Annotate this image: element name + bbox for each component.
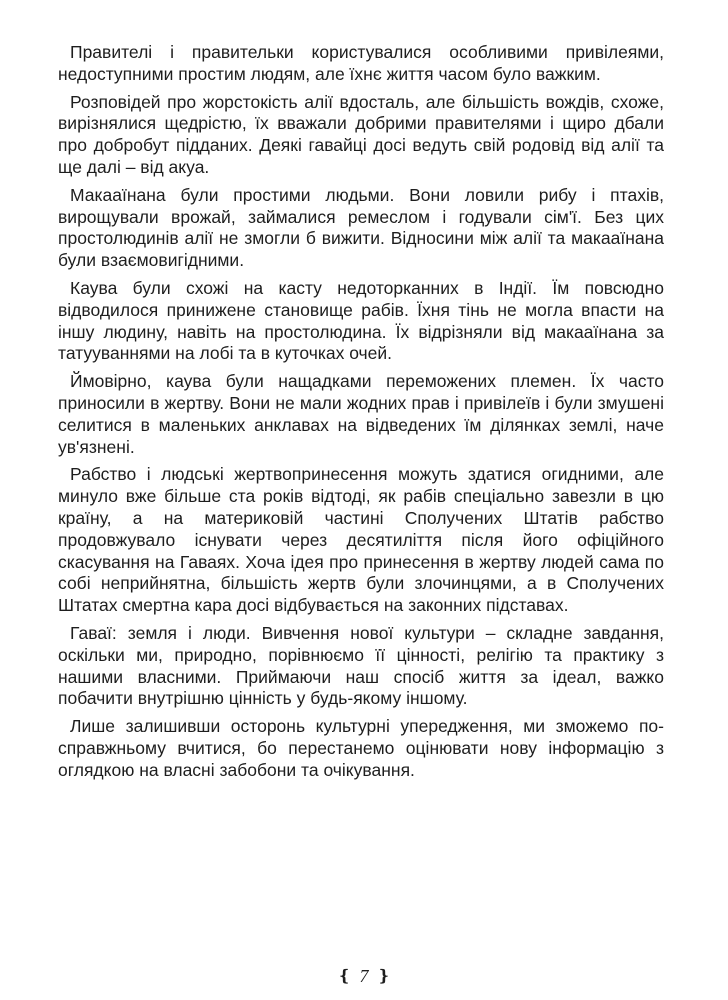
ornament-left-icon: ❴ [337, 968, 351, 985]
page-body [58, 42, 664, 788]
paragraph: Макааїнана були простими людьми. Вони ловили рибу і птахів, вирощували врожай, займалися ремеслом і годували сім'ї. Без цих простолюдинів алії не змогли б вижити. Відносини між алії та макааїнана були взаємовигідними. [58, 184, 664, 271]
page-number: 7 [359, 966, 369, 986]
paragraph: Рабство і людські жертвопринесення можуть здатися огидними, але минуло вже більше ста років відтоді, як рабів спеціально завезли в цю країну, а на материковій частині Сполучених Штатів рабство продовжувало існувати через десятиліття після його офіційного скасування на Гаваях. Хоча ідея про принесення в жертву людей сама по собі неприйнятна, більшість жертв були злочинцями, а в Сполучених Штатах смертна кара досі відбувається на законних підставах. [58, 464, 664, 616]
page-footer [0, 966, 728, 987]
paragraph: Правителі і правительки користувалися особливими привілеями, недоступними простим людям, але їхнє життя часом було важким. [58, 42, 664, 84]
paragraph: Розповідей про жорстокість алії вдосталь, але більшість вождів, схоже, вирізнялися щедрістю, їх вважали добрими правителями і щиро дбали про добробут підданих. Деякі гавайці досі ведуть свій родовід від алії та ще далі – від акуа. [58, 91, 664, 177]
paragraph: Лише залишивши осторонь культурні упередження, ми зможемо по-справжньому вчитися, бо перестанемо оцінювати нову інформацію з оглядкою на власні забобони та очікування. [58, 716, 664, 780]
paragraph: Каува були схожі на касту недоторканних в Індії. Їм повсюдно відводилося принижене становище рабів. Їхня тінь не могла впасти на іншу людину, навіть на простолюдина. Їх відрізняли від макааїнана за татууваннями на лобі та в куточках очей. [58, 277, 664, 364]
ornament-right-icon: ❵ [377, 968, 391, 985]
paragraph: Гаваї: земля і люди. Вивчення нової культури – складне завдання, оскільки ми, природно, порівнюємо її цінності, релігію та практику з нашими власними. Приймаючи наш спосіб життя за ідеал, важко побачити внутрішню цінність у будь-якому іншому. [58, 622, 664, 709]
paragraph: Ймовірно, каува були нащадками переможених племен. Їх часто приносили в жертву. Вони не мали жодних прав і привілеїв і були змушені селитися в маленьких анклавах на відведених їм ділянках землі, наче ув'язнені. [58, 371, 664, 457]
